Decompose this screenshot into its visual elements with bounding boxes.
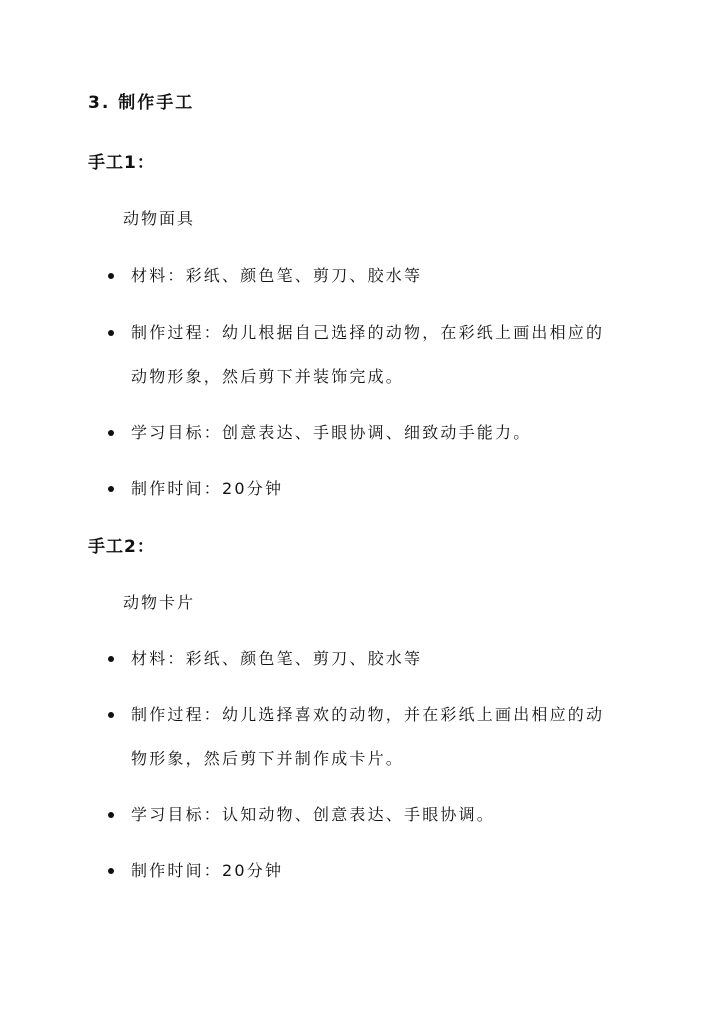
craft-1-heading: 手工1： [88, 153, 155, 173]
craft-1-name: 动物面具 [123, 209, 196, 228]
craft-1-goals: 学习目标：创意表达、手眼协调、细致动手能力。 [131, 423, 532, 442]
bullet-icon [108, 868, 114, 874]
bullet-icon [108, 486, 114, 492]
craft-2-time: 制作时间：20分钟 [131, 861, 284, 880]
bullet-icon [108, 712, 114, 718]
craft-1-process-line-1: 制作过程：幼儿根据自己选择的动物，在彩纸上画出相应的 [131, 323, 605, 342]
bullet-icon [108, 273, 114, 279]
craft-1-time: 制作时间：20分钟 [131, 479, 284, 498]
craft-2-process-line-2: 物形象，然后剪下并制作成卡片。 [131, 749, 405, 768]
section-title: 3. 制作手工 [88, 93, 195, 113]
bullet-icon [108, 812, 114, 818]
bullet-icon [108, 430, 114, 436]
craft-2-goals: 学习目标：认知动物、创意表达、手眼协调。 [131, 805, 496, 824]
craft-2-materials: 材料：彩纸、颜色笔、剪刀、胶水等 [131, 649, 423, 668]
bullet-icon [108, 330, 114, 336]
craft-2-process-line-1: 制作过程：幼儿选择喜欢的动物，并在彩纸上画出相应的动 [131, 705, 605, 724]
craft-2-name: 动物卡片 [123, 593, 196, 612]
bullet-icon [108, 656, 114, 662]
craft-1-process-line-2: 动物形象，然后剪下并装饰完成。 [131, 367, 405, 386]
craft-1-materials: 材料：彩纸、颜色笔、剪刀、胶水等 [131, 266, 423, 285]
craft-2-heading: 手工2： [88, 537, 155, 557]
